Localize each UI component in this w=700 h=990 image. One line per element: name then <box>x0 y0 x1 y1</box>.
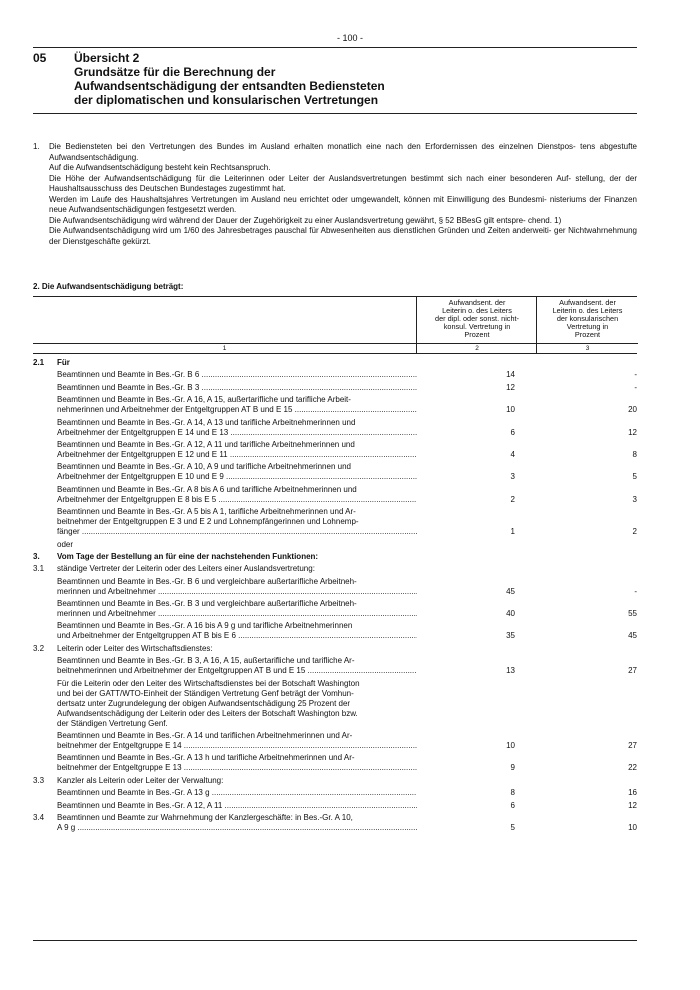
header-line: Vertretung in <box>566 322 609 331</box>
row-number <box>33 370 57 380</box>
footer-divider <box>33 940 637 941</box>
row-number <box>33 540 57 550</box>
value-consular: 22 <box>628 763 637 773</box>
row-text-line: merinnen und Arbeitnehmer ..... <box>57 587 417 597</box>
value-consular: 12 <box>628 800 637 810</box>
row-text-line: der Ständigen Vertretung Genf. <box>57 718 168 728</box>
intro-paragraph: Auf die Aufwandsentschädigung besteht kein Rechtsanspruch. <box>49 163 271 172</box>
row-text-line: Arbeitnehmer der Entgeltgruppen E 14 und E 13 ..... <box>57 428 417 438</box>
value-diplomatic: 3 <box>510 472 515 482</box>
value-consular: 16 <box>628 788 637 798</box>
value-diplomatic: 8 <box>510 788 515 798</box>
row-text-line: Arbeitnehmer der Entgeltgruppen E 8 bis E 5 ..... <box>57 495 417 505</box>
table-row <box>33 656 637 676</box>
table-row <box>33 540 637 550</box>
col-number-2-cell <box>416 297 537 353</box>
value-consular: 5 <box>632 472 637 482</box>
header-column-1 <box>33 297 416 353</box>
page-number: - 100 - <box>336 33 363 43</box>
row-number <box>33 440 57 460</box>
intro-paragraph: Die Aufwandsentschädigung wird um 1/60 des Jahresbetrages pauschal für Abwesenheiten aus dienstlichen Gründen und Zeiten anderweiti- ger Nichtwahrnehmung der Dienstgeschäfte gekürzt. <box>49 226 637 246</box>
table-row <box>33 370 637 380</box>
value-diplomatic: 6 <box>510 427 515 437</box>
row-text-line: A 9 g ..... <box>57 823 417 833</box>
header-line: Prozent <box>574 330 601 339</box>
title-line: der diplomatischen und konsularischen Vertretungen <box>74 93 379 107</box>
value-diplomatic: 13 <box>506 666 515 676</box>
row-text-line: Beamtinnen und Beamte in Bes.-Gr. A 12, A 11 ..... <box>57 801 417 811</box>
value-consular: 3 <box>632 494 637 504</box>
row-text-line: ständige Vertreter der Leiterin oder des Leiters einer Auslandsvertretung: <box>57 564 315 574</box>
value-diplomatic: 45 <box>506 586 515 596</box>
row-number: 3.3 <box>33 775 45 785</box>
row-description <box>57 395 417 415</box>
table-row <box>33 564 637 574</box>
row-text-line: Beamtinnen und Beamte in Bes.-Gr. A 13 h und tarifliche Arbeitnehmerinnen und Ar- <box>57 753 355 763</box>
row-text-line: Beamtinnen und Beamte in Bes.-Gr. B 6 und vergleichbare außertarifliche Arbeitneh- <box>57 576 357 586</box>
table-body <box>33 358 637 835</box>
intro-text <box>49 142 637 247</box>
row-text-line: merinnen und Arbeitnehmer ..... <box>57 609 417 619</box>
value-diplomatic: 14 <box>506 370 515 380</box>
row-description <box>57 788 417 798</box>
row-text-line: oder <box>57 539 74 549</box>
row-description <box>57 656 417 676</box>
row-description <box>57 753 417 773</box>
row-text-line: beitnehmerinnen und Arbeitnehmer der Entgeltgruppen AT B und E 15 ..... <box>57 666 417 676</box>
row-text-line: beitnehmer der Entgeltgruppe E 13 ..... <box>57 763 417 773</box>
row-text-line: Beamtinnen und Beamte in Bes.-Gr. A 16, A 15, außertarifliche und tarifliche Arbeit- <box>57 395 351 405</box>
intro-paragraph: Die Bediensteten bei den Vertretungen des Bundes im Ausland erhalten monatlich eine nach den Erfordernissen des einzelnen Dienstpos- tens abgestufte Aufwandsentschädigung. <box>49 142 637 162</box>
row-text-line: Beamtinnen und Beamte zur Wahrnehmung der Kanzlergeschäfte: in Bes.-Gr. A 10, <box>57 812 353 822</box>
row-text-line: Beamtinnen und Beamte in Bes.-Gr. A 14, A 13 und tarifliche Arbeitnehmerinnen und <box>57 417 356 427</box>
row-number <box>33 753 57 773</box>
table-row <box>33 801 637 811</box>
row-description <box>57 577 417 597</box>
row-text-line: Beamtinnen und Beamte in Bes.-Gr. A 12, A 11 und tarifliche Arbeitnehmerinnen und <box>57 439 355 449</box>
header-line: Aufwandsent. der <box>448 298 506 307</box>
row-description <box>57 370 417 380</box>
row-number <box>33 801 57 811</box>
row-description <box>57 440 417 460</box>
col-number-3-cell <box>536 297 638 353</box>
table-row <box>33 440 637 460</box>
row-description <box>57 621 417 641</box>
row-description <box>57 776 417 786</box>
row-text-line: Vom Tage der Bestellung an für eine der nachstehenden Funktionen: <box>57 551 319 561</box>
value-diplomatic: 4 <box>510 449 515 459</box>
header-divider <box>33 47 637 48</box>
row-text-line: Beamtinnen und Beamte in Bes.-Gr. B 6 ..... <box>57 370 417 380</box>
table-row <box>33 813 637 833</box>
row-text-line: und Arbeitnehmer der Entgeltgruppen AT B bis E 6 ..... <box>57 631 417 641</box>
row-number <box>33 788 57 798</box>
row-description <box>57 462 417 482</box>
table-row <box>33 788 637 798</box>
row-text-line: Beamtinnen und Beamte in Bes.-Gr. B 3, A 16, A 15, außertarifliche und tarifliche Ar- <box>57 656 355 666</box>
table-row <box>33 621 637 641</box>
row-text-line: Arbeitnehmer der Entgeltgruppen E 12 und E 11 ..... <box>57 450 417 460</box>
row-number <box>33 383 57 393</box>
value-diplomatic: 35 <box>506 631 515 641</box>
row-description <box>57 813 417 833</box>
row-description <box>57 485 417 505</box>
row-description <box>57 358 417 368</box>
title-line: Aufwandsentschädigung der entsandten Bediensteten <box>74 79 385 93</box>
header-line: Leiterin o. des Leiters <box>442 306 512 315</box>
row-text-line: Kanzler als Leiterin oder Leiter der Verwaltung: <box>57 775 224 785</box>
row-text-line: fänger ..... <box>57 527 417 537</box>
row-description <box>57 552 417 562</box>
row-text-line: und bei der GATT/WTO-Einheit der Ständigen Vertretung Genf beträgt der Vomhun- <box>57 688 354 698</box>
row-text-line: Beamtinnen und Beamte in Bes.-Gr. A 8 bis A 6 und tarifliche Arbeitnehmerinnen und <box>57 484 357 494</box>
row-text-line: Beamtinnen und Beamte in Bes.-Gr. B 3 und vergleichbare außertarifliche Arbeitneh- <box>57 599 357 609</box>
row-number <box>33 656 57 676</box>
row-text-line: Beamtinnen und Beamte in Bes.-Gr. A 10, A 9 und tarifliche Arbeitnehmerinnen und <box>57 462 351 472</box>
row-description <box>57 418 417 438</box>
row-text-line: nehmerinnen und Arbeitnehmer der Entgeltgruppen AT B und E 15 ..... <box>57 405 417 415</box>
table-row <box>33 731 637 751</box>
value-consular: - <box>634 370 637 380</box>
value-diplomatic: 10 <box>506 741 515 751</box>
row-number <box>33 679 57 729</box>
row-text-line: Aufwandsentschädigung der Leiterin oder des Leiters der Botschaft Washington bzw. <box>57 708 358 718</box>
table-row <box>33 418 637 438</box>
row-text-line: Beamtinnen und Beamte in Bes.-Gr. A 14 und tariflichen Arbeitnehmerinnen und Ar- <box>57 731 353 741</box>
value-consular: 27 <box>628 666 637 676</box>
intro-paragraph: Werden im Laufe des Haushaltsjahres Vertretungen im Ausland neu errichtet oder umgewandelt, können mit Einwilligung des Bundesmi- nisteriums der Finanzen neue Aufwandsentschädigungen festgesetzt werden. <box>49 194 637 214</box>
col-number-3: 3 <box>537 343 638 353</box>
header-line: Leiterin o. des Leiters <box>552 306 623 315</box>
header-line: Aufwandsent. der <box>559 298 616 307</box>
row-number: 3. <box>33 551 40 561</box>
col-number-2: 2 <box>417 343 537 353</box>
intro-number: 1. <box>33 142 40 151</box>
row-text-line: Für <box>57 358 70 367</box>
row-text-line: Leiterin oder Leiter des Wirtschaftsdienstes: <box>57 643 213 653</box>
table-row <box>33 395 637 415</box>
row-number <box>33 395 57 415</box>
row-text-line: Beamtinnen und Beamte in Bes.-Gr. A 16 bis A 9 g und tarifliche Arbeitnehmerinnen <box>57 621 353 631</box>
table-header <box>33 296 637 354</box>
value-diplomatic: 1 <box>510 527 515 537</box>
table-row <box>33 552 637 562</box>
header-line: der dipl. oder sonst. nicht- <box>435 314 519 323</box>
table-row <box>33 485 637 505</box>
value-consular: 55 <box>628 609 637 619</box>
subsection-title: 2. Die Aufwandsentschädigung beträgt: <box>33 282 184 291</box>
table-row <box>33 358 637 368</box>
table-row <box>33 776 637 786</box>
heading-divider <box>33 113 637 114</box>
row-description <box>57 644 417 654</box>
row-text-line: Beamtinnen und Beamte in Bes.-Gr. A 13 g ..... <box>57 788 417 798</box>
value-consular: 27 <box>628 741 637 751</box>
table-row <box>33 679 637 729</box>
table-row <box>33 462 637 482</box>
value-consular: 8 <box>632 449 637 459</box>
row-text-line: Für die Leiterin oder den Leiter des Wirtschaftsdienstes bei der Botschaft Washington <box>57 678 360 688</box>
row-description <box>57 383 417 393</box>
row-text-line: beitnehmer der Entgeltgruppe E 14 ..... <box>57 741 417 751</box>
value-diplomatic: 9 <box>510 763 515 773</box>
row-number: 3.2 <box>33 643 45 653</box>
header-line: konsul. Vertretung in <box>443 322 511 331</box>
title-line: Grundsätze für die Berechnung der <box>74 65 276 79</box>
row-number <box>33 507 57 537</box>
value-diplomatic: 6 <box>510 800 515 810</box>
row-number <box>33 462 57 482</box>
row-number: 3.1 <box>33 564 45 574</box>
row-number <box>33 621 57 641</box>
row-description <box>57 599 417 619</box>
value-consular: 45 <box>628 631 637 641</box>
row-text-line: beitnehmer der Entgeltgruppen E 3 und E 2 und Lohnempfängerinnen und Lohnemp- <box>57 517 359 527</box>
intro-section <box>33 142 637 247</box>
row-description <box>57 801 417 811</box>
table-row <box>33 753 637 773</box>
intro-paragraph: Die Aufwandsentschädigung wird während der Dauer der Zugehörigkeit zu einer Auslandsvertretung gewährt, § 52 BBesG gilt entspre- chend. 1) <box>49 215 562 225</box>
row-description <box>57 731 417 751</box>
row-description <box>57 507 417 537</box>
header-line: Prozent <box>464 330 490 339</box>
row-text-line: Beamtinnen und Beamte in Bes.-Gr. A 5 bis A 1, tarifliche Arbeitnehmerinnen und Ar- <box>57 507 356 517</box>
section-title <box>74 51 634 107</box>
row-description <box>57 564 417 574</box>
row-text-line: dertsatz unter Zugrundelegung der obigen Aufwandsentschädigung 25 Prozent der <box>57 698 351 708</box>
title-line: Übersicht 2 <box>74 51 140 65</box>
value-diplomatic: 2 <box>510 494 515 504</box>
row-text-line: Arbeitnehmer der Entgeltgruppen E 10 und E 9 ..... <box>57 472 417 482</box>
value-diplomatic: 10 <box>506 405 515 415</box>
row-text-line: Beamtinnen und Beamte in Bes.-Gr. B 3 ..... <box>57 383 417 393</box>
row-number <box>33 485 57 505</box>
section-number: 05 <box>33 51 47 65</box>
intro-paragraph: Die Höhe der Aufwandsentschädigung für die Leiterinnen oder Leiter der Auslandsvertretungen bestimmt sich nach einer besonderen Auf- stellung, der der Haushaltsausschuss des Deutschen Bundestages zugestimmt hat. <box>49 173 637 193</box>
row-number <box>33 599 57 619</box>
value-consular: - <box>634 382 637 392</box>
row-number: 3.4 <box>33 812 45 822</box>
row-description <box>57 679 417 729</box>
row-description <box>57 540 417 550</box>
value-diplomatic: 5 <box>510 822 515 832</box>
value-diplomatic: 12 <box>506 382 515 392</box>
table-row <box>33 383 637 393</box>
row-number <box>33 418 57 438</box>
value-consular: - <box>634 586 637 596</box>
row-number <box>33 577 57 597</box>
value-consular: 12 <box>628 427 637 437</box>
value-diplomatic: 40 <box>506 609 515 619</box>
header-line: der konsularischen <box>556 314 619 323</box>
table-row <box>33 599 637 619</box>
row-number <box>33 731 57 751</box>
table-row <box>33 644 637 654</box>
table-row <box>33 577 637 597</box>
value-consular: 20 <box>628 405 637 415</box>
table-row <box>33 507 637 537</box>
col-number-1: 1 <box>33 343 416 353</box>
value-consular: 10 <box>628 822 637 832</box>
value-consular: 2 <box>632 527 637 537</box>
row-number: 2.1 <box>33 358 45 367</box>
